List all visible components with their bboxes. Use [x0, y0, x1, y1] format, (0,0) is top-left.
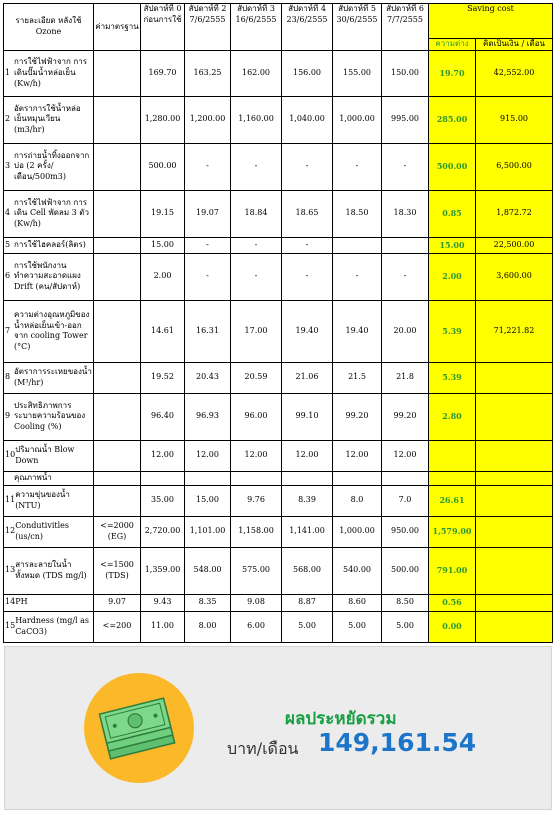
row-money: 3,600.00 [476, 253, 553, 300]
row-item-label: ความขุ่นของน้ำ (NTU) [15, 490, 70, 510]
row-week-value: 9.08 [231, 594, 282, 611]
row-week-value: 12.00 [185, 440, 231, 471]
header-week-sub: 30/6/2555 [336, 14, 378, 24]
row-money: 915.00 [476, 96, 553, 143]
row-item-cell [4, 237, 94, 253]
row-week-value: 500.00 [382, 547, 429, 594]
table-row [4, 485, 553, 516]
row-item-cell [4, 253, 94, 300]
row-week-value: - [185, 253, 231, 300]
row-number: 8 [5, 372, 11, 382]
row-week-value: 2,720.00 [141, 516, 185, 547]
row-week-value: 18.84 [231, 190, 282, 237]
row-week-value: - [382, 253, 429, 300]
table-row [4, 237, 553, 253]
row-number: 5 [5, 239, 11, 249]
table-row [4, 362, 553, 393]
header-week-0 [141, 4, 185, 51]
row-number: 14 [5, 597, 16, 607]
row-money: 6,500.00 [476, 143, 553, 190]
header-week-sub: ก่อนการใช้ [143, 14, 182, 24]
row-week-value: 548.00 [185, 547, 231, 594]
row-item-cell [4, 440, 94, 471]
row-week-value: 19.52 [141, 362, 185, 393]
row-money [476, 516, 553, 547]
row-week-value: 19.15 [141, 190, 185, 237]
header-week-label: สัปดาห์ที่ 3 [237, 4, 275, 13]
total-saving-title: ผลประหยัดรวม [285, 709, 397, 729]
row-week-value: 14.61 [141, 300, 185, 362]
row-number: 1 [5, 67, 11, 77]
row-week-value: 1,141.00 [282, 516, 333, 547]
header-week-sub: 7/6/2555 [189, 14, 226, 24]
row-week-value [185, 471, 231, 485]
row-item-label: ปริมาณน้ำ Blow Down [15, 445, 75, 465]
row-item-cell [4, 393, 94, 440]
row-week-value: 163.25 [185, 50, 231, 96]
row-week-value: - [333, 143, 382, 190]
ozone-savings-table [3, 3, 553, 643]
row-week-value: 96.00 [231, 393, 282, 440]
row-week-value: 1,160.00 [231, 96, 282, 143]
row-standard [94, 471, 141, 485]
row-week-value: 1,000.00 [333, 96, 382, 143]
row-diff: 500.00 [429, 143, 476, 190]
row-money [476, 362, 553, 393]
row-standard [94, 440, 141, 471]
row-week-value: 18.50 [333, 190, 382, 237]
row-item-label: สารละลายในน้ำทั้งหมด (TDS mg/l) [15, 560, 87, 580]
row-item [5, 472, 92, 485]
table-row [4, 471, 553, 485]
row-item-label: Condutivitles (us/cn) [15, 521, 70, 541]
row-standard: 9.07 [94, 594, 141, 611]
row-week-value: 7.0 [382, 485, 429, 516]
row-week-value: - [333, 253, 382, 300]
row-item [5, 548, 92, 594]
header-diff: ความต่าง [429, 39, 476, 51]
row-week-value: 156.00 [282, 50, 333, 96]
header-week-label: สัปดาห์ที่ 4 [288, 4, 326, 13]
row-diff [429, 440, 476, 471]
row-week-value [382, 471, 429, 485]
row-number: 10 [5, 450, 16, 460]
row-week-value [231, 471, 282, 485]
table-row [4, 393, 553, 440]
row-money [476, 471, 553, 485]
row-week-value: 21.8 [382, 362, 429, 393]
row-item-cell [4, 594, 94, 611]
row-week-value: 15.00 [185, 485, 231, 516]
row-item [5, 238, 92, 253]
money-bills-icon [84, 673, 194, 783]
row-diff: 285.00 [429, 96, 476, 143]
row-money [476, 440, 553, 471]
row-week-value [333, 471, 382, 485]
row-item-cell [4, 190, 94, 237]
row-week-value: 12.00 [333, 440, 382, 471]
row-number: 4 [5, 208, 11, 218]
row-week-value: 96.93 [185, 393, 231, 440]
header-week-label: สัปดาห์ที่ 6 [386, 4, 424, 13]
row-item [5, 595, 92, 611]
row-number: 11 [5, 495, 16, 505]
row-week-value: 1,158.00 [231, 516, 282, 547]
row-week-value: 8.0 [333, 485, 382, 516]
row-item [5, 486, 92, 516]
row-week-value: - [231, 253, 282, 300]
row-week-value: 8.00 [185, 611, 231, 642]
header-saving-cost: Saving cost [429, 4, 553, 39]
row-week-value: 1,040.00 [282, 96, 333, 143]
row-money: 1,872.72 [476, 190, 553, 237]
row-item-cell [4, 471, 94, 485]
row-week-value: 1,101.00 [185, 516, 231, 547]
row-week-value: 575.00 [231, 547, 282, 594]
row-item [5, 363, 92, 393]
row-week-value: - [282, 253, 333, 300]
row-standard [94, 253, 141, 300]
row-week-value: 18.30 [382, 190, 429, 237]
row-week-value: 20.59 [231, 362, 282, 393]
row-item [5, 301, 92, 362]
row-item-label: การใช้พนักงานทำความสะอาดแผง Drift (คน/สัปดาห์) [14, 260, 81, 292]
table-row [4, 253, 553, 300]
row-week-value [382, 237, 429, 253]
header-week-3 [231, 4, 282, 51]
row-item [5, 612, 92, 642]
row-week-value: 19.07 [185, 190, 231, 237]
row-week-value: 1,280.00 [141, 96, 185, 143]
row-diff: 0.56 [429, 594, 476, 611]
header-row [4, 4, 553, 39]
row-item [5, 254, 92, 300]
row-item [5, 97, 92, 143]
total-saving-value: 149,161.54 [318, 728, 477, 757]
row-standard [94, 237, 141, 253]
row-week-value [282, 471, 333, 485]
row-diff: 0.00 [429, 611, 476, 642]
row-week-value: 18.65 [282, 190, 333, 237]
row-week-value: 8.39 [282, 485, 333, 516]
row-week-value: 96.40 [141, 393, 185, 440]
row-standard [94, 190, 141, 237]
row-week-value: 12.00 [141, 440, 185, 471]
row-diff: 1,579.00 [429, 516, 476, 547]
row-number: 3 [5, 161, 11, 171]
row-item-label: การถ่ายน้ำทิ้งออกจากบ่อ (2 ครั้ง/เดือน/500m3) [14, 150, 90, 182]
row-item-label: อัตราการใช้น้ำหล่อเย็นหมุนเวียน (m3/hr) [14, 103, 81, 135]
row-item-cell [4, 547, 94, 594]
row-item-cell [4, 96, 94, 143]
row-week-value: 99.10 [282, 393, 333, 440]
header-week-sub: 7/7/2555 [387, 14, 423, 24]
row-diff: 791.00 [429, 547, 476, 594]
row-diff [429, 471, 476, 485]
row-standard [94, 50, 141, 96]
table-row [4, 547, 553, 594]
row-standard [94, 300, 141, 362]
row-week-value: 21.5 [333, 362, 382, 393]
row-item-cell [4, 300, 94, 362]
row-week-value: 169.70 [141, 50, 185, 96]
row-diff: 2.00 [429, 253, 476, 300]
row-diff: 5.39 [429, 362, 476, 393]
table-row [4, 594, 553, 611]
header-week-5 [333, 4, 382, 51]
row-week-value: 568.00 [282, 547, 333, 594]
row-week-value: 150.00 [382, 50, 429, 96]
row-money [476, 393, 553, 440]
row-item [5, 394, 92, 440]
row-week-value: - [282, 237, 333, 253]
row-week-value: 21.06 [282, 362, 333, 393]
row-item-cell [4, 485, 94, 516]
savings-summary-panel [4, 646, 552, 810]
row-week-value: 9.43 [141, 594, 185, 611]
row-week-value: 5.00 [333, 611, 382, 642]
row-item-label: การใช้ไฟฟ้าจาก การเดินปั๊มน้ำหล่อเย็น (Kw/h) [14, 57, 88, 88]
row-money: 22,500.00 [476, 237, 553, 253]
row-week-value: 11.00 [141, 611, 185, 642]
total-saving-unit: บาท/เดือน [227, 739, 299, 758]
row-week-value: 500.00 [141, 143, 185, 190]
row-diff: 19.70 [429, 50, 476, 96]
row-week-value: 5.00 [382, 611, 429, 642]
table-row [4, 96, 553, 143]
row-week-value: - [185, 143, 231, 190]
row-item-cell [4, 362, 94, 393]
row-week-value: 1,000.00 [333, 516, 382, 547]
header-standard: ค่ามาตรฐาน [94, 4, 141, 51]
row-week-value: - [185, 237, 231, 253]
row-week-value: 8.35 [185, 594, 231, 611]
row-number: 13 [5, 565, 16, 575]
row-number: 2 [5, 114, 11, 124]
header-week-label: สัปดาห์ที่ 0 [143, 4, 182, 13]
row-week-value [141, 471, 185, 485]
header-week-6 [382, 4, 429, 51]
table-row [4, 440, 553, 471]
table-row [4, 50, 553, 96]
row-week-value: 19.40 [282, 300, 333, 362]
row-item [5, 191, 92, 237]
row-diff: 0.85 [429, 190, 476, 237]
row-item [5, 144, 92, 190]
table-row [4, 611, 553, 642]
row-money: 42,552.00 [476, 50, 553, 96]
row-money [476, 485, 553, 516]
row-standard: <=200 [94, 611, 141, 642]
row-item-label: การใช้ไฮคลอร์(ลิตร) [14, 239, 86, 249]
table-row [4, 516, 553, 547]
row-week-value: - [231, 143, 282, 190]
row-diff: 26.61 [429, 485, 476, 516]
row-item [5, 441, 92, 471]
row-standard: <=1500 (TDS) [94, 547, 141, 594]
row-week-value: 15.00 [141, 237, 185, 253]
row-standard [94, 143, 141, 190]
row-money: 71,221.82 [476, 300, 553, 362]
row-week-value: 99.20 [382, 393, 429, 440]
row-week-value: 8.87 [282, 594, 333, 611]
row-week-value: 950.00 [382, 516, 429, 547]
row-week-value: 20.43 [185, 362, 231, 393]
row-standard: <=2000 (EG) [94, 516, 141, 547]
row-week-value: 9.76 [231, 485, 282, 516]
row-item-label: Hardness (mg/l as CaCO3) [15, 616, 90, 636]
row-week-value: 8.60 [333, 594, 382, 611]
row-item-label: ประสิทธิภาพการระบายความร้อนของ Cooling (%) [14, 400, 86, 432]
header-week-sub: 16/6/2555 [235, 14, 277, 24]
row-item-label: อัตราการระเหยของน้ำ (M³/hr) [14, 367, 92, 387]
header-week-label: สัปดาห์ที่ 5 [338, 4, 376, 13]
row-week-value: - [282, 143, 333, 190]
row-standard [94, 485, 141, 516]
row-week-value: 8.50 [382, 594, 429, 611]
row-diff: 5.39 [429, 300, 476, 362]
header-week-label: สัปดาห์ที่ 2 [188, 4, 227, 13]
row-week-value: 12.00 [282, 440, 333, 471]
header-week-2 [185, 4, 231, 51]
table-row [4, 300, 553, 362]
row-week-value: 99.20 [333, 393, 382, 440]
header-money: คิดเป็นเงิน / เดือน [476, 39, 553, 51]
row-week-value: - [231, 237, 282, 253]
row-diff: 2.80 [429, 393, 476, 440]
row-standard [94, 96, 141, 143]
row-week-value: 12.00 [382, 440, 429, 471]
row-week-value: 162.00 [231, 50, 282, 96]
row-item-label: PH [15, 597, 28, 607]
row-week-value: 1,359.00 [141, 547, 185, 594]
row-item-cell [4, 50, 94, 96]
row-standard [94, 362, 141, 393]
header-week-sub: 23/6/2555 [286, 14, 328, 24]
row-item [5, 51, 92, 96]
header-item: รายละเอียด หลังใช้ Ozone [4, 4, 94, 51]
row-diff: 15.00 [429, 237, 476, 253]
row-number: 15 [5, 621, 16, 631]
row-item-label: การใช้ไฟฟ้าจาก การเดิน Cell พัดลม 3 ตัว (Kw/h) [14, 197, 89, 229]
row-item [5, 517, 92, 547]
row-week-value: 2.00 [141, 253, 185, 300]
row-number: 7 [5, 325, 11, 335]
row-week-value: 12.00 [231, 440, 282, 471]
row-item-label: ความต่างอุณหภูมิของน้ำหล่อเย็นเข้า-ออกจาก cooling Tower (°C) [14, 309, 90, 352]
header-week-4 [282, 4, 333, 51]
row-week-value: 35.00 [141, 485, 185, 516]
row-item-cell [4, 516, 94, 547]
row-item-cell [4, 611, 94, 642]
row-week-value: - [382, 143, 429, 190]
row-money [476, 594, 553, 611]
row-standard [94, 393, 141, 440]
row-week-value: 1,200.00 [185, 96, 231, 143]
row-week-value: 20.00 [382, 300, 429, 362]
row-week-value: 17.00 [231, 300, 282, 362]
table-row [4, 190, 553, 237]
row-money [476, 611, 553, 642]
row-week-value [333, 237, 382, 253]
row-week-value: 16.31 [185, 300, 231, 362]
row-week-value: 155.00 [333, 50, 382, 96]
table-row [4, 143, 553, 190]
row-week-value: 995.00 [382, 96, 429, 143]
row-week-value: 19.40 [333, 300, 382, 362]
row-week-value: 540.00 [333, 547, 382, 594]
row-money [476, 547, 553, 594]
row-number: 9 [5, 411, 11, 421]
row-week-value: 5.00 [282, 611, 333, 642]
row-item-label: คุณภาพน้ำ [14, 472, 52, 482]
row-item-cell [4, 143, 94, 190]
row-week-value: 6.00 [231, 611, 282, 642]
row-number: 12 [5, 526, 16, 536]
row-number: 6 [5, 271, 11, 281]
